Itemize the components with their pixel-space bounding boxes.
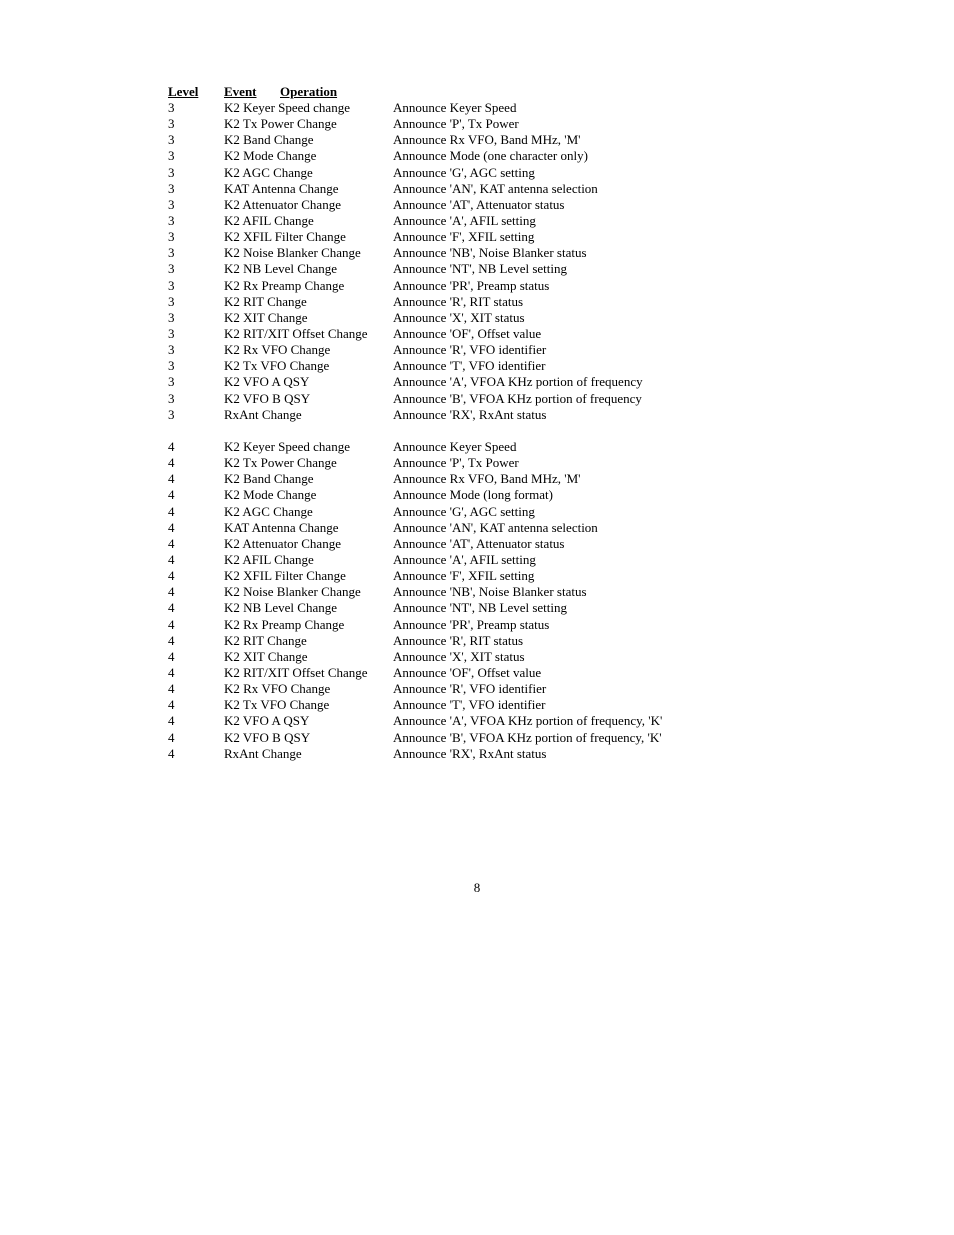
row-level: 4: [168, 455, 175, 471]
row-operation: Announce 'NT', NB Level setting: [393, 600, 568, 616]
table-row: [168, 552, 768, 568]
row-event: K2 VFO A QSY: [224, 374, 310, 390]
row-level: 4: [168, 568, 175, 584]
row-operation: Announce 'PR', Preamp status: [393, 277, 550, 293]
table-row: [168, 487, 768, 503]
row-operation: Announce 'P', Tx Power: [393, 455, 519, 471]
table-row: [168, 649, 768, 665]
row-level: 4: [168, 713, 175, 729]
row-level: 4: [168, 439, 175, 454]
row-operation: Announce 'R', RIT status: [393, 632, 524, 648]
table-row: [168, 310, 768, 326]
row-operation: Announce 'T', VFO identifier: [393, 697, 546, 713]
row-level: 3: [168, 358, 175, 374]
row-event: K2 Rx Preamp Change: [224, 616, 345, 632]
table-row: [168, 342, 768, 358]
row-event: K2 Keyer Speed change: [224, 439, 350, 454]
table-row: [168, 132, 768, 148]
row-operation: Announce 'AN', KAT antenna selection: [393, 519, 598, 535]
table-row: [168, 455, 768, 471]
row-level: 3: [168, 229, 175, 245]
row-level: 3: [168, 293, 175, 309]
row-event: K2 AFIL Change: [224, 551, 314, 567]
row-operation: Announce 'PR', Preamp status: [393, 616, 550, 632]
level-3-table: [168, 100, 768, 423]
row-event: K2 Keyer Speed change: [224, 100, 350, 115]
row-event: K2 AGC Change: [224, 503, 313, 519]
row-event: K2 RIT/XIT Offset Change: [224, 664, 368, 680]
row-level: 4: [168, 519, 175, 535]
table-row: [168, 245, 768, 261]
row-level: 3: [168, 277, 175, 293]
table-row: [168, 407, 768, 423]
row-operation: Announce 'A', AFIL setting: [393, 551, 536, 567]
row-level: 4: [168, 697, 175, 713]
row-level: 3: [168, 180, 175, 196]
row-operation: Announce 'NT', NB Level setting: [393, 261, 568, 277]
table-row: [168, 197, 768, 213]
row-operation: Announce Keyer Speed: [393, 439, 517, 454]
table-row: [168, 633, 768, 649]
table-row: [168, 391, 768, 407]
table-row: [168, 213, 768, 229]
row-level: 3: [168, 212, 175, 228]
row-event: K2 NB Level Change: [224, 261, 338, 277]
page-number: 8: [473, 880, 481, 895]
row-operation: Announce 'RX', RxAnt status: [393, 406, 547, 422]
row-level: 3: [168, 245, 175, 261]
row-level: 3: [168, 261, 175, 277]
row-level: 4: [168, 616, 175, 632]
row-operation: Announce 'R', RIT status: [393, 293, 524, 309]
row-event: K2 Attenuator Change: [224, 535, 341, 551]
row-operation: Announce 'R', VFO identifier: [393, 681, 547, 697]
row-event: K2 XFIL Filter Change: [224, 568, 346, 584]
table-row: [168, 358, 768, 374]
row-level: 4: [168, 681, 175, 697]
table-row: [168, 374, 768, 390]
table-row: [168, 100, 768, 116]
row-event: K2 XIT Change: [224, 648, 308, 664]
table-row: [168, 229, 768, 245]
header-operation: Operation: [280, 84, 338, 99]
header-level: Level: [168, 84, 199, 99]
table-row: [168, 520, 768, 536]
row-level: 4: [168, 632, 175, 648]
row-event: K2 XIT Change: [224, 309, 308, 325]
row-level: 4: [168, 551, 175, 567]
row-level: 4: [168, 471, 175, 487]
row-operation: Announce 'T', VFO identifier: [393, 358, 546, 374]
row-operation: Announce 'A', AFIL setting: [393, 212, 536, 228]
row-event: K2 VFO A QSY: [224, 713, 310, 729]
table-row: [168, 165, 768, 181]
row-event: K2 Tx Power Change: [224, 116, 337, 132]
table-row: [168, 181, 768, 197]
table-row: [168, 600, 768, 616]
row-level: 3: [168, 390, 175, 406]
row-operation: Announce 'F', XFIL setting: [393, 568, 535, 584]
row-operation: Announce 'G', AGC setting: [393, 164, 535, 180]
row-event: K2 Tx VFO Change: [224, 358, 330, 374]
row-operation: Announce 'G', AGC setting: [393, 503, 535, 519]
row-event: K2 AGC Change: [224, 164, 313, 180]
row-operation: Announce 'RX', RxAnt status: [393, 745, 547, 761]
row-level: 3: [168, 309, 175, 325]
row-event: K2 Rx VFO Change: [224, 342, 331, 358]
row-level: 4: [168, 487, 175, 503]
row-event: K2 Rx VFO Change: [224, 681, 331, 697]
table-row: [168, 439, 768, 455]
table-row: [168, 746, 768, 762]
row-event: K2 Noise Blanker Change: [224, 245, 361, 261]
row-operation: Announce Rx VFO, Band MHz, 'M': [393, 471, 581, 487]
row-operation: Announce 'X', XIT status: [393, 648, 525, 664]
table-row: [168, 148, 768, 164]
row-level: 4: [168, 745, 175, 761]
row-event: K2 Rx Preamp Change: [224, 277, 345, 293]
row-event: K2 Tx VFO Change: [224, 697, 330, 713]
table-row: [168, 294, 768, 310]
table-row: [168, 326, 768, 342]
row-level: 3: [168, 406, 175, 422]
row-event: K2 VFO B QSY: [224, 729, 311, 745]
row-operation: Announce Mode (long format): [393, 487, 553, 503]
row-event: KAT Antenna Change: [224, 180, 339, 196]
table-row: [168, 617, 768, 633]
row-level: 4: [168, 535, 175, 551]
row-event: K2 VFO B QSY: [224, 390, 311, 406]
row-event: K2 Noise Blanker Change: [224, 584, 361, 600]
row-operation: Announce Keyer Speed: [393, 100, 517, 115]
row-level: 4: [168, 648, 175, 664]
table-row: [168, 584, 768, 600]
table-row: [168, 665, 768, 681]
row-operation: Announce 'OF', Offset value: [393, 325, 542, 341]
row-event: RxAnt Change: [224, 406, 302, 422]
row-level: 4: [168, 664, 175, 680]
row-event: KAT Antenna Change: [224, 519, 339, 535]
row-level: 3: [168, 148, 175, 164]
table-row: [168, 697, 768, 713]
row-level: 4: [168, 503, 175, 519]
row-event: K2 RIT/XIT Offset Change: [224, 325, 368, 341]
row-event: K2 AFIL Change: [224, 212, 314, 228]
row-event: K2 RIT Change: [224, 293, 307, 309]
row-event: K2 Band Change: [224, 471, 314, 487]
row-event: K2 Attenuator Change: [224, 196, 341, 212]
table-row: [168, 568, 768, 584]
row-operation: Announce 'A', VFOA KHz portion of frequency, 'K': [393, 713, 663, 729]
row-event: K2 XFIL Filter Change: [224, 229, 346, 245]
table-row: [168, 536, 768, 552]
row-level: 3: [168, 325, 175, 341]
row-operation: Announce 'X', XIT status: [393, 309, 525, 325]
row-level: 3: [168, 374, 175, 390]
table-row: [168, 116, 768, 132]
header-event: Event: [224, 84, 257, 99]
row-operation: Announce 'B', VFOA KHz portion of frequency: [393, 390, 642, 406]
row-level: 4: [168, 584, 175, 600]
row-operation: Announce 'R', VFO identifier: [393, 342, 547, 358]
row-event: K2 Tx Power Change: [224, 455, 337, 471]
row-event: K2 NB Level Change: [224, 600, 338, 616]
row-operation: Announce Mode (one character only): [393, 148, 588, 164]
row-event: K2 Mode Change: [224, 148, 317, 164]
row-level: 4: [168, 729, 175, 745]
row-event: K2 Mode Change: [224, 487, 317, 503]
row-level: 3: [168, 132, 175, 148]
table-row: [168, 504, 768, 520]
row-operation: Announce 'NB', Noise Blanker status: [393, 584, 587, 600]
level-4-table: [168, 439, 768, 762]
row-operation: Announce 'F', XFIL setting: [393, 229, 535, 245]
row-operation: Announce 'AT', Attenuator status: [393, 196, 565, 212]
row-operation: Announce 'AN', KAT antenna selection: [393, 180, 598, 196]
row-level: 3: [168, 100, 175, 115]
row-operation: Announce 'B', VFOA KHz portion of frequency, 'K': [393, 729, 662, 745]
row-event: K2 Band Change: [224, 132, 314, 148]
table-row: [168, 730, 768, 746]
row-operation: Announce 'NB', Noise Blanker status: [393, 245, 587, 261]
table-row: [168, 261, 768, 277]
row-level: 3: [168, 116, 175, 132]
row-level: 3: [168, 196, 175, 212]
row-level: 3: [168, 164, 175, 180]
row-operation: Announce 'A', VFOA KHz portion of frequency: [393, 374, 643, 390]
table-row: [168, 278, 768, 294]
table-row: [168, 471, 768, 487]
table-row: [168, 681, 768, 697]
row-operation: Announce 'P', Tx Power: [393, 116, 519, 132]
row-operation: Announce Rx VFO, Band MHz, 'M': [393, 132, 581, 148]
row-operation: Announce 'AT', Attenuator status: [393, 535, 565, 551]
row-event: RxAnt Change: [224, 745, 302, 761]
table-row: [168, 713, 768, 729]
row-operation: Announce 'OF', Offset value: [393, 664, 542, 680]
row-event: K2 RIT Change: [224, 632, 307, 648]
row-level: 4: [168, 600, 175, 616]
row-level: 3: [168, 342, 175, 358]
